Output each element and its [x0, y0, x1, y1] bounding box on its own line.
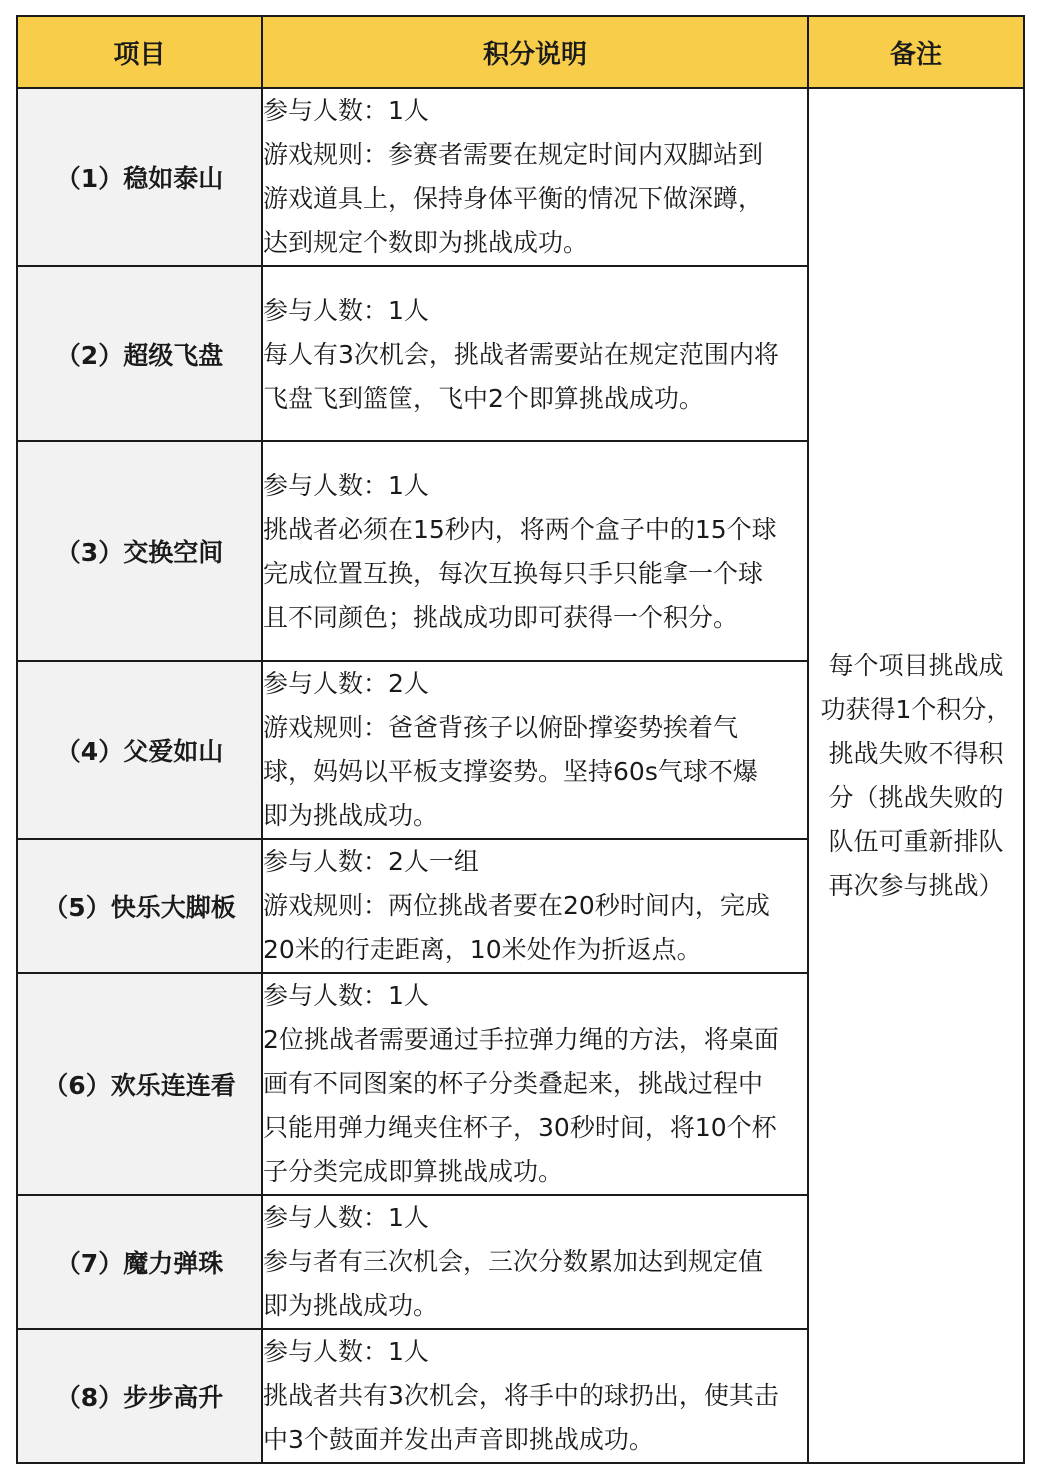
description-line: 完成位置互换，每次互换每只手只能拿一个球	[263, 559, 764, 588]
item-description	[262, 266, 808, 441]
header-row	[17, 16, 1024, 88]
description-line: 且不同颜色；挑战成功即可获得一个积分。	[263, 603, 739, 632]
header-scoring: 积分说明	[262, 16, 808, 88]
table-row	[17, 88, 1024, 266]
description-line: 每人有3次机会，挑战者需要站在规定范围内将	[263, 340, 779, 369]
description-line: 即为挑战成功。	[263, 1291, 439, 1320]
item-name: （7）魔力弹珠	[17, 1195, 262, 1329]
description-line: 游戏规则：两位挑战者要在20秒时间内，完成	[263, 891, 770, 920]
item-description	[262, 1329, 808, 1463]
remarks-line: 功获得1个积分，	[820, 694, 1012, 724]
description-line: 游戏道具上，保持身体平衡的情况下做深蹲，	[263, 184, 764, 213]
description-line: 挑战者必须在15秒内，将两个盒子中的15个球	[263, 515, 777, 544]
item-description	[262, 1195, 808, 1329]
description-line: 游戏规则：参赛者需要在规定时间内双脚站到	[263, 140, 764, 169]
description-line: 2位挑战者需要通过手拉弹力绳的方法，将桌面	[263, 1025, 779, 1054]
item-name: （2）超级飞盘	[17, 266, 262, 441]
remarks-cell	[808, 88, 1024, 1463]
description-line: 参与人数：2人一组	[263, 847, 479, 876]
description-line: 参与人数：1人	[263, 1337, 429, 1366]
description-line: 参与者有三次机会，三次分数累加达到规定值	[263, 1247, 764, 1276]
item-description	[262, 441, 808, 661]
description-line: 参与人数：1人	[263, 471, 429, 500]
description-line: 参与人数：2人	[263, 669, 429, 698]
description-line: 达到规定个数即为挑战成功。	[263, 228, 589, 257]
item-description	[262, 973, 808, 1195]
remarks-line: 分（挑战失败的	[828, 782, 1004, 812]
remarks-line: 队伍可重新排队	[828, 826, 1004, 856]
item-name: （6）欢乐连连看	[17, 973, 262, 1195]
description-line: 只能用弹力绳夹住杯子，30秒时间，将10个杯	[263, 1113, 777, 1142]
description-line: 参与人数：1人	[263, 296, 429, 325]
description-line: 飞盘飞到篮筐，飞中2个即算挑战成功。	[263, 384, 704, 413]
header-item: 项目	[17, 16, 262, 88]
description-line: 画有不同图案的杯子分类叠起来，挑战过程中	[263, 1069, 764, 1098]
remarks-line: 每个项目挑战成	[828, 650, 1004, 680]
item-description	[262, 839, 808, 973]
remarks-line: 再次参与挑战）	[828, 870, 1004, 900]
scoring-table	[16, 15, 1025, 1464]
item-name: （3）交换空间	[17, 441, 262, 661]
item-description	[262, 661, 808, 839]
description-line: 参与人数：1人	[263, 96, 429, 125]
description-line: 子分类完成即算挑战成功。	[263, 1157, 564, 1186]
description-line: 参与人数：1人	[263, 1203, 429, 1232]
description-line: 20米的行走距离，10米处作为折返点。	[263, 935, 702, 964]
description-line: 球，妈妈以平板支撑姿势。坚持60s气球不爆	[263, 757, 758, 786]
item-name: （8）步步高升	[17, 1329, 262, 1463]
description-line: 挑战者共有3次机会，将手中的球扔出，使其击	[263, 1381, 779, 1410]
description-line: 即为挑战成功。	[263, 801, 439, 830]
description-line: 参与人数：1人	[263, 981, 429, 1010]
description-line: 游戏规则：爸爸背孩子以俯卧撑姿势挨着气	[263, 713, 739, 742]
item-description	[262, 88, 808, 266]
remarks-line: 挑战失败不得积	[828, 738, 1004, 768]
description-line: 中3个鼓面并发出声音即挑战成功。	[263, 1425, 654, 1454]
header-remarks: 备注	[808, 16, 1024, 88]
item-name: （5）快乐大脚板	[17, 839, 262, 973]
item-name: （1）稳如泰山	[17, 88, 262, 266]
item-name: （4）父爱如山	[17, 661, 262, 839]
